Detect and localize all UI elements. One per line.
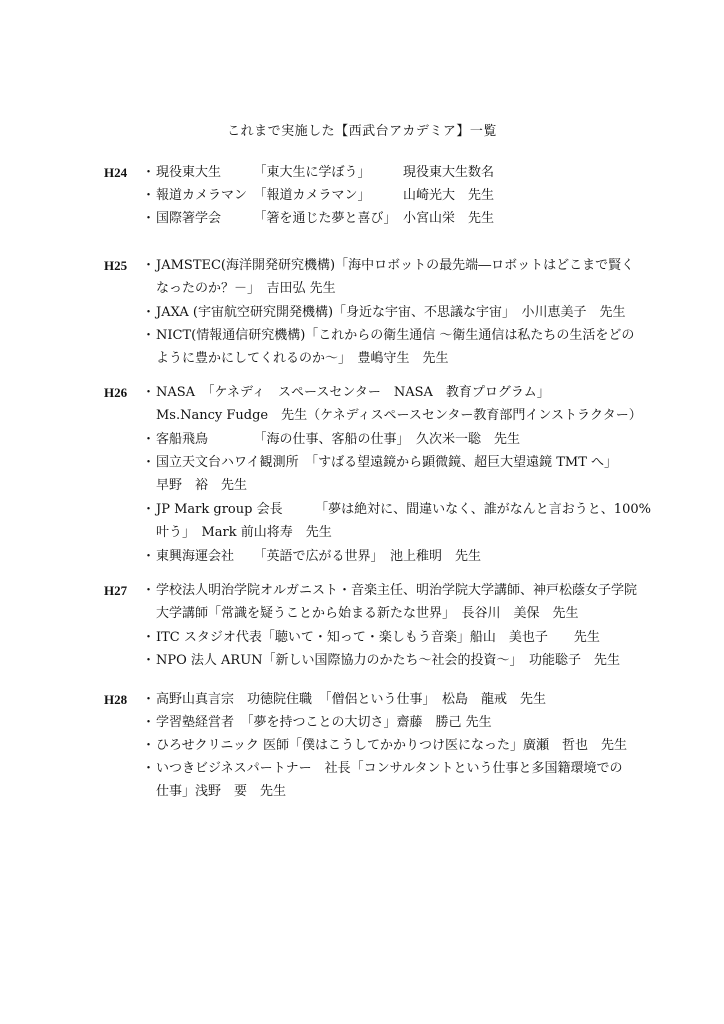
year-label: H28 [104,692,128,707]
bullet-mark: ・ [142,328,156,343]
list-item [142,626,642,649]
bullet-mark: ・ [142,455,156,470]
entry-text: 現役東大生 「東大生に学ぼう」 現役東大生数名 [156,165,495,180]
list-item [142,254,642,300]
entry-text: 東興海運会社 「英語で広がる世界」 池上稚明 先生 [156,549,482,564]
bullet-mark: ・ [142,583,156,598]
entry-text: いつきビジネスパートナー 社長「コンサルタントという仕事と多国籍環境での [156,761,623,776]
entry-text: 学校法人明治学院オルガニスト・音楽主任、明治学院大学講師、神戸松蔭女子学院 [156,583,638,598]
entry-text: NPO 法人 ARUN「新しい国際協力のかたち～社会的投資～」 功能聡子 先生 [156,653,621,668]
entry-text-continued: 早野 裕 先生 [156,478,248,493]
list-item [142,451,642,497]
entry-text: JP Mark group 会長 「夢は絶対に、間違いなく、誰がなんと言おうと、100% [156,502,651,517]
entry-text: ITC スタジオ代表「聴いて・知って・楽しもう音楽」船山 美也子 先生 [156,630,600,645]
bullet-mark: ・ [142,432,156,447]
list-item [142,381,642,427]
list-item [142,301,642,324]
entry-text: ひろせクリニック 医師「僕はこうしてかかりつけ医になった」廣瀬 哲也 先生 [156,738,627,753]
entry-text: 客船飛鳥 「海の仕事、客船の仕事」 久次米一聡 先生 [156,432,521,447]
list-item [142,649,642,672]
entry-text-continued: ように豊かにしてくれるのか～」 豊嶋守生 先生 [156,351,449,366]
bullet-mark: ・ [142,165,156,180]
entry-text: NASA 「ケネディ スペースセンター NASA 教育プログラム」 [156,385,550,400]
bullet-mark: ・ [142,738,156,753]
list-item [142,711,642,734]
entry-text: 高野山真言宗 功徳院住職 「僧侶という仕事」 松島 龍戒 先生 [156,692,547,707]
year-label: H24 [104,165,128,180]
bullet-mark: ・ [142,502,156,517]
bullet-mark: ・ [142,305,156,320]
entry-text-continued: 大学講師「常識を疑うことから始まる新たな世界」 長谷川 美保 先生 [156,606,579,621]
bullet-mark: ・ [142,715,156,730]
list-item [142,757,642,803]
list-item [142,428,642,451]
list-item [142,207,642,230]
bullet-mark: ・ [142,692,156,707]
page-title: これまで実施した【西武台アカデミア】一覧 [227,124,497,139]
entry-text: NICT(情報通信研究機構)「これからの衛生通信 ～衛生通信は私たちの生活をどの [156,328,635,343]
entry-text-continued: Ms.Nancy Fudge 先生（ケネディスペースセンター教育部門インストラクター） [156,408,642,423]
entry-text: JAMSTEC(海洋開発研究機構)「海中ロボットの最先端―ロボットはどこまで賢く [156,258,635,273]
bullet-mark: ・ [142,211,156,226]
year-label: H26 [104,385,128,400]
list-item [142,184,642,207]
year-label: H25 [104,258,128,273]
entry-text-continued: 叶う」 Mark 前山将寿 先生 [156,525,332,540]
entry-text: 国際箸学会 「箸を通じた夢と喜び」 小宮山栄 先生 [156,211,495,226]
list-item [142,498,651,544]
year-label: H27 [104,583,128,598]
entry-text-continued: 仕事」浅野 要 先生 [156,784,287,799]
entry-text: 報道カメラマン 「報道カメラマン」 山崎光大 先生 [156,188,495,203]
bullet-mark: ・ [142,188,156,203]
list-item [142,734,642,757]
entry-text-continued: なったのか？－」 吉田弘 先生 [156,281,336,296]
list-item [142,688,642,711]
entry-text: 国立天文台ハワイ観測所 「すばる望遠鏡から顕微鏡、超巨大望遠鏡 TMT へ」 [156,455,618,470]
bullet-mark: ・ [142,761,156,776]
bullet-mark: ・ [142,258,156,273]
entry-text: JAXA (宇宙航空研究開発機構)「身近な宇宙、不思議な宇宙」 小川恵美子 先生 [156,305,626,320]
bullet-mark: ・ [142,653,156,668]
entry-text: 学習塾経営者 「夢を持つことの大切さ」齋藤 勝己 先生 [156,715,492,730]
list-item [142,161,642,184]
bullet-mark: ・ [142,385,156,400]
list-item [142,545,642,568]
bullet-mark: ・ [142,630,156,645]
list-item [142,579,642,625]
bullet-mark: ・ [142,549,156,564]
list-item [142,324,642,370]
